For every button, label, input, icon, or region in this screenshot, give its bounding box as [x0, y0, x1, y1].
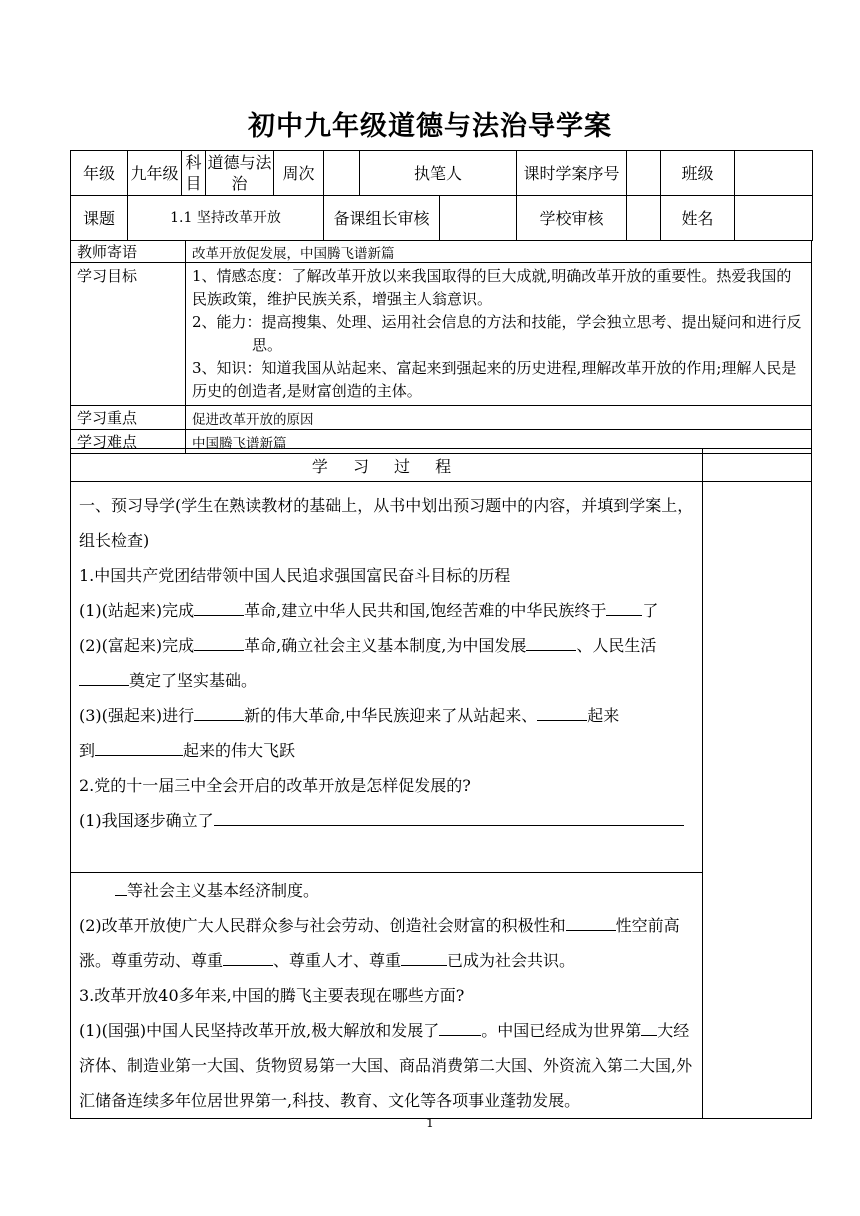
class-value[interactable] [735, 151, 813, 196]
question-1-1: (1)(站起来)完成 革命,建立中华人民共和国,饱经苦难的中华民族终于 了 [79, 593, 696, 628]
topic-value: 1.1 坚持改革开放 [128, 196, 324, 241]
question-3: 3.改革开放40多年来,中国的腾飞主要表现在哪些方面? [79, 986, 465, 1005]
header-table [70, 150, 813, 241]
school-review-value[interactable] [627, 196, 661, 241]
question-2-2: (2)改革开放使广大人民群众参与社会劳动、创造社会财富的积极性和 性空前高涨。尊重劳动、尊重 、尊重人才、尊重 已成为社会共识。 [79, 908, 696, 978]
question-1: 1.中国共产党团结带领中国人民追求强国富民奋斗目标的历程 [79, 566, 511, 585]
name-value[interactable] [735, 196, 813, 241]
subject-value: 道德与法治 [206, 151, 274, 196]
key-point: 促进改革开放的原因 [186, 406, 812, 430]
blank-field[interactable] [439, 1017, 481, 1036]
blank-field[interactable] [606, 597, 642, 616]
info-table [70, 240, 812, 454]
blank-field[interactable] [223, 947, 273, 966]
blank-line[interactable] [71, 838, 702, 873]
question-3-1: (1)(国强)中国人民坚持改革开放,极大解放和发展了 。中国已经成为世界第 大经济体、制造业第一大国、货物贸易第一大国、商品消费第二大国、外资流入第二大国,外汇储备连续多年位居世界第一,科技、教育、文化等各项事业蓬勃发展。 [79, 1013, 696, 1118]
goals-content [186, 263, 812, 406]
topic-label: 课题 [71, 196, 128, 241]
process-table [70, 448, 812, 1119]
goal-3: 3、知识：知道我国从站起来、富起来到强起来的历史进程,理解改革开放的作用;理解人民是历史的创造者,是财富创造的主体。 [192, 359, 797, 400]
blank-field[interactable] [401, 947, 447, 966]
blank-field[interactable] [537, 702, 587, 721]
question-2-1: (1)我国逐步确立了 [79, 803, 696, 838]
blank-field[interactable] [95, 737, 183, 756]
notes-column-header [703, 449, 812, 482]
blank-field[interactable] [641, 1017, 657, 1036]
blank-field[interactable] [526, 632, 576, 651]
difficulty: 中国腾飞谱新篇 [186, 430, 812, 454]
blank-field[interactable] [194, 597, 244, 616]
goals-label: 学习目标 [71, 263, 186, 406]
document-title: 初中九年级道德与法治导学案 [248, 111, 612, 142]
teacher-message: 改革开放促发展，中国腾飞谱新篇 [186, 241, 812, 263]
blank-field[interactable] [194, 702, 244, 721]
blank-field[interactable] [79, 667, 129, 686]
process-title: 学 习 过 程 [71, 449, 703, 482]
school-review-label: 学校审核 [517, 196, 627, 241]
blank-field[interactable] [194, 632, 244, 651]
class-label: 班级 [661, 151, 735, 196]
goal-1: 1、情感态度：了解改革开放以来我国取得的巨大成就,明确改革开放的重要性。热爱我国的民族政策，维护民族关系，增强主人翁意识。 [192, 267, 792, 308]
name-label: 姓名 [661, 196, 735, 241]
difficulty-label: 学习难点 [71, 430, 186, 454]
lesson-no-value[interactable] [627, 151, 661, 196]
process-content [71, 482, 703, 1119]
leader-review-label: 备课组长审核 [324, 196, 440, 241]
grade-label: 年级 [71, 151, 128, 196]
author-label: 执笔人 [360, 151, 517, 196]
subject-label: 科目 [182, 151, 206, 196]
preview-intro: 一、预习导学(学生在熟读教材的基础上，从书中划出预习题中的内容，并填到学案上，组长检查) [79, 496, 694, 550]
question-2: 2.党的十一届三中全会开启的改革开放是怎样促发展的? [79, 776, 471, 795]
question-2-1-continued: 等社会主义基本经济制度。 [79, 873, 696, 908]
week-value[interactable] [324, 151, 360, 196]
blank-field[interactable] [214, 807, 684, 826]
week-label: 周次 [274, 151, 324, 196]
notes-column[interactable] [703, 482, 812, 1119]
goal-2: 2、能力：提高搜集、处理、运用社会信息的方法和技能，学会独立思考、提出疑问和进行反 [192, 313, 802, 331]
question-1-3: (3)(强起来)进行 新的伟大革命,中华民族迎来了从站起来、 起来 到 起来的伟大飞跃 [79, 698, 696, 768]
teacher-message-label: 教师寄语 [71, 241, 186, 263]
blank-field[interactable] [566, 912, 616, 931]
goal-2-continued: 思。 [252, 336, 283, 354]
leader-review-value[interactable] [440, 196, 517, 241]
question-1-2: (2)(富起来)完成 革命,确立社会主义基本制度,为中国发展 、人民生活 奠定了坚实基础。 [79, 628, 696, 698]
key-point-label: 学习重点 [71, 406, 186, 430]
lesson-no-label: 课时学案序号 [517, 151, 627, 196]
grade-value: 九年级 [128, 151, 182, 196]
blank-field[interactable] [115, 877, 127, 896]
page-number: 1 [426, 1116, 434, 1130]
